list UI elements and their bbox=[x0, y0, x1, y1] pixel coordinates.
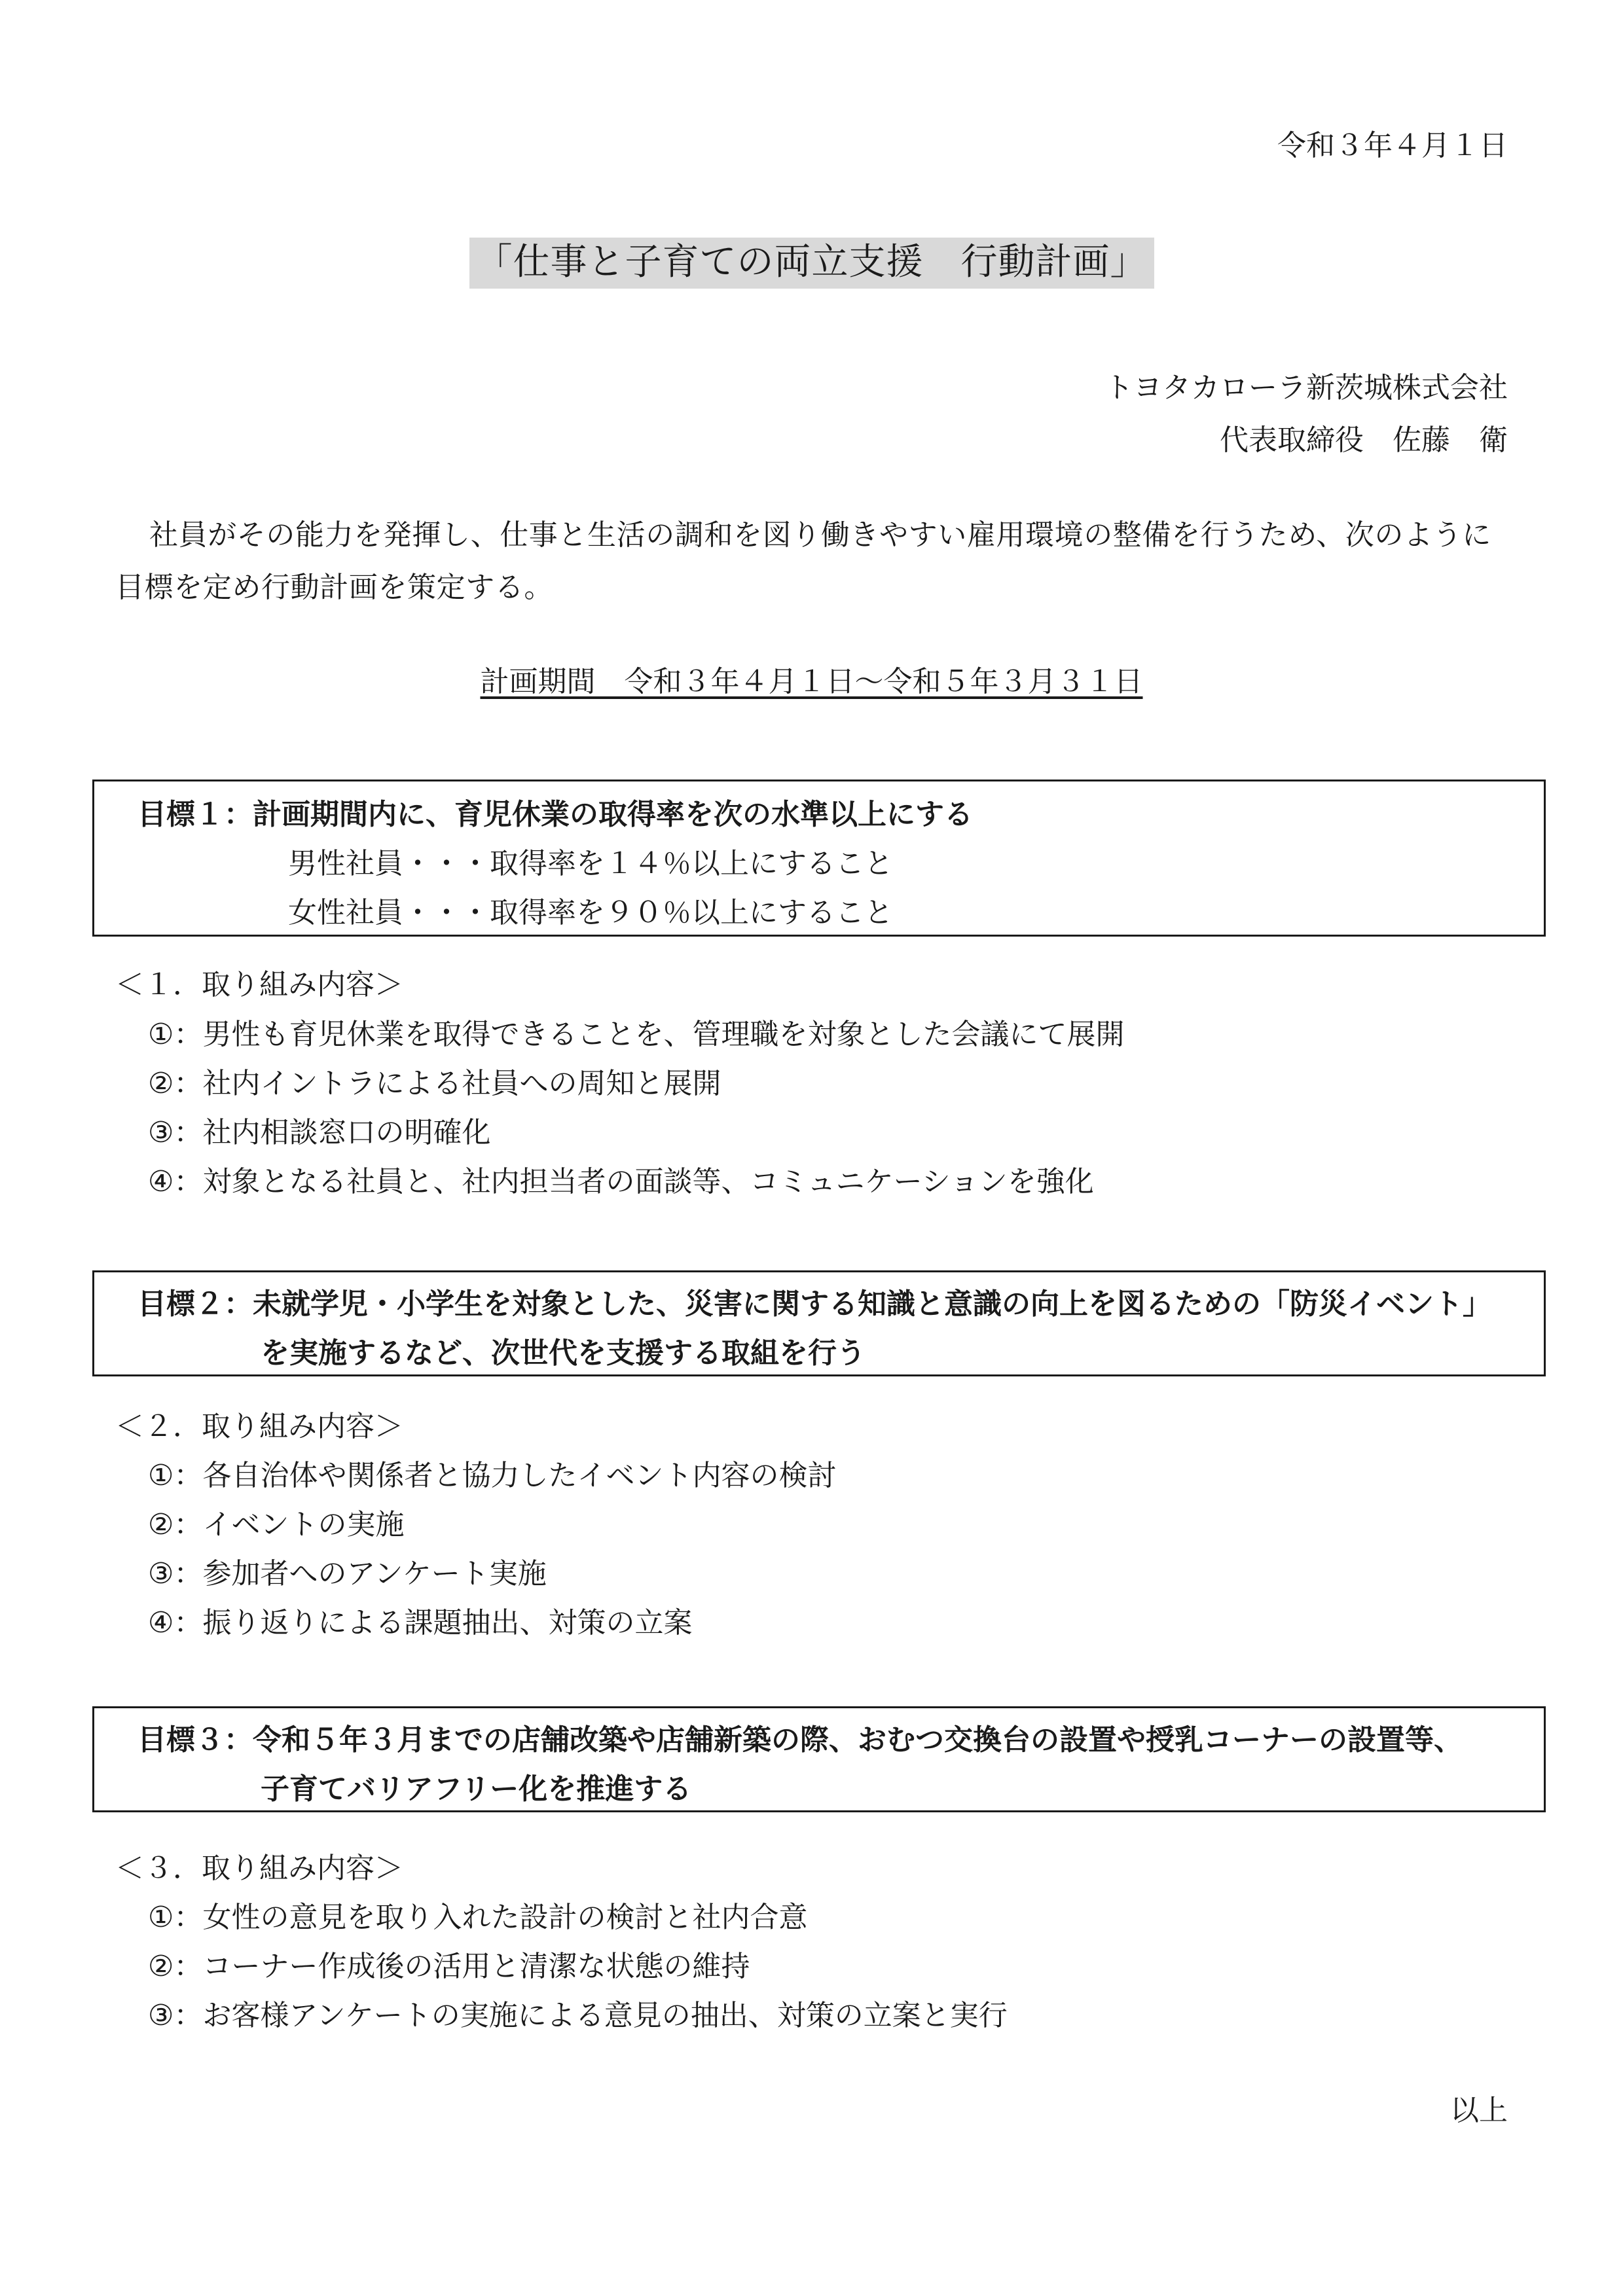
section-2-item: ①：各自治体や関係者と協力したイベント内容の検討 bbox=[148, 1459, 837, 1492]
title-container bbox=[0, 238, 1623, 289]
goal-2-line-1: 目標２：未就学児・小学生を対象とした、災害に関する知識と意識の向上を図るための「防災イベント」 bbox=[137, 1287, 1491, 1321]
goal-3-line-2: 子育てバリアフリー化を推進する bbox=[261, 1772, 692, 1806]
section-2-item: ④：振り返りによる課題抽出、対策の立案 bbox=[148, 1606, 693, 1640]
section-3-item: ②：コーナー作成後の活用と清潔な状態の維持 bbox=[148, 1950, 750, 1983]
document-title: 「仕事と子育ての両立支援 行動計画」 bbox=[469, 238, 1154, 289]
goal-3-line-1: 目標３：令和５年３月までの店舗改築や店舗新築の際、おむつ交換台の設置や授乳コーナーの設置等、 bbox=[137, 1723, 1463, 1757]
section-2-item: ②：イベントの実施 bbox=[148, 1508, 405, 1541]
section-3-item: ③：お客様アンケートの実施による意見の抽出、対策の立案と実行 bbox=[148, 1999, 1008, 2032]
section-1-heading: ＜１．取り組み内容＞ bbox=[115, 968, 403, 1001]
closing-text: 以上 bbox=[1450, 2094, 1508, 2127]
section-3-heading: ＜３．取り組み内容＞ bbox=[115, 1852, 403, 1885]
intro-paragraph: 社員がその能力を発揮し、仕事と生活の調和を図り働きやすい雇用環境の整備を行うため、次のように目標を定め行動計画を策定する。 bbox=[115, 518, 1491, 604]
section-3-item: ①：女性の意見を取り入れた設計の検討と社内合意 bbox=[148, 1901, 808, 1934]
section-1-item: ③：社内相談窓口の明確化 bbox=[148, 1116, 491, 1149]
section-1-item: ①：男性も育児休業を取得できることを、管理職を対象とした会議にて展開 bbox=[148, 1018, 1125, 1051]
company-name: トヨタカローラ新茨城株式会社 bbox=[1104, 371, 1508, 404]
section-1-item: ②：社内イントラによる社員への周知と展開 bbox=[148, 1067, 721, 1100]
section-1-item: ④：対象となる社員と、社内担当者の面談等、コミュニケーションを強化 bbox=[148, 1165, 1094, 1198]
representative-name: 代表取締役 佐藤 衛 bbox=[1220, 423, 1508, 457]
goal-1-heading: 目標１：計画期間内に、育児休業の取得率を次の水準以上にする bbox=[137, 798, 973, 831]
goal-1-female-target: 女性社員・・・取得率を９０％以上にすること bbox=[288, 896, 893, 929]
section-2-heading: ＜２．取り組み内容＞ bbox=[115, 1410, 403, 1443]
document-date: 令和３年４月１日 bbox=[1277, 129, 1508, 162]
plan-period-container bbox=[0, 658, 1623, 700]
plan-period: 計画期間 令和３年４月１日～令和５年３月３１日 bbox=[480, 665, 1143, 698]
section-2-item: ③：参加者へのアンケート実施 bbox=[148, 1557, 547, 1590]
goal-2-line-2: を実施するなど、次世代を支援する取組を行う bbox=[261, 1336, 866, 1370]
goal-1-male-target: 男性社員・・・取得率を１４％以上にすること bbox=[288, 847, 893, 880]
